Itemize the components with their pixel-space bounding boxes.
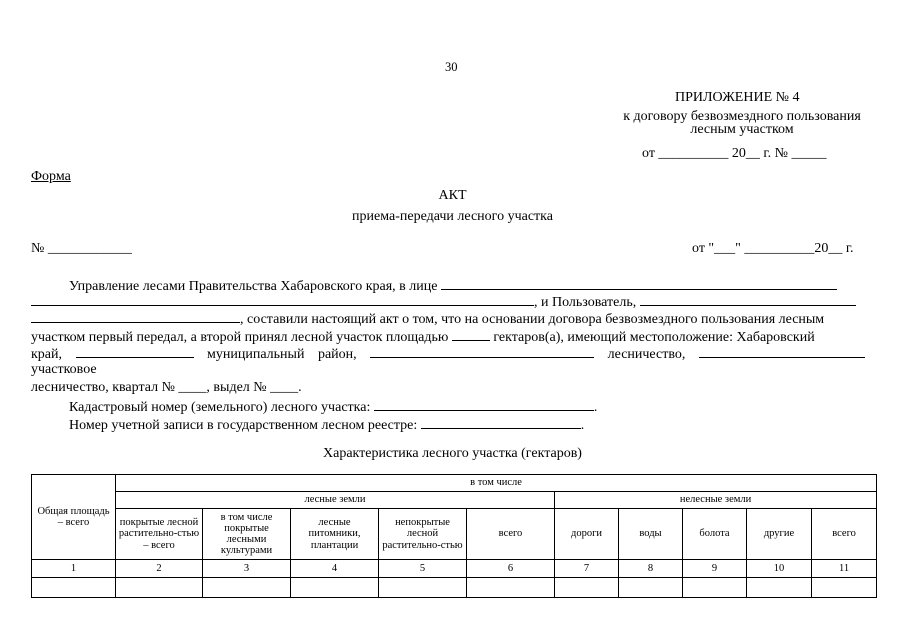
including-header: в том числе: [116, 475, 877, 492]
column-header: лесные питомники, плантации: [291, 509, 379, 560]
representative-field[interactable]: [441, 277, 837, 290]
forestry-field[interactable]: [370, 345, 594, 358]
body-text: Кадастровый номер (земельного) лесного участка:: [69, 400, 371, 415]
forma-label: Форма: [31, 169, 71, 184]
column-header: болота: [683, 509, 747, 560]
appendix-title: ПРИЛОЖЕНИЕ № 4: [675, 90, 800, 105]
body-text: Управление лесами Правительства Хабаровского края, в лице: [69, 279, 438, 294]
characteristics-table: [31, 474, 877, 598]
cadastral-number-field[interactable]: [374, 398, 594, 411]
registry-number-field[interactable]: [421, 416, 581, 429]
appendix-line-1: к договору безвозмездного пользования: [623, 109, 861, 124]
body-line-3: [31, 310, 824, 328]
column-header: покрытые лесной растительно-стью – всего: [116, 509, 203, 560]
column-number: 10: [747, 560, 812, 578]
table-row: [32, 578, 877, 598]
body-text: Номер учетной записи в государственном лесном реестре:: [69, 418, 418, 433]
registry-number-line: Номер учетной записи в государственном лесном реестре: .: [69, 418, 585, 433]
body-text: муниципальный: [207, 347, 305, 362]
appendix-line-2: лесным участком: [690, 122, 794, 137]
body-text: лесничество,: [607, 347, 686, 362]
column-number: 8: [619, 560, 683, 578]
body-text: гектаров(а), имеющий местоположение: Хабаровский: [493, 330, 815, 345]
user-field-cont[interactable]: [31, 310, 240, 323]
page-number: 30: [445, 60, 458, 74]
body-text: участком первый передал, а второй принял лесной участок площадью: [31, 330, 449, 345]
user-field[interactable]: [640, 293, 856, 306]
forest-lands-header: лесные земли: [116, 492, 555, 509]
total-area-header: Общая площадь – всего: [32, 475, 116, 560]
body-line-5: [31, 345, 865, 363]
column-number: 11: [812, 560, 877, 578]
region-field[interactable]: [76, 345, 194, 358]
column-number: 6: [467, 560, 555, 578]
act-title: АКТ: [438, 188, 467, 203]
table-cell[interactable]: [203, 578, 291, 598]
column-header: всего: [812, 509, 877, 560]
table-caption: Характеристика лесного участка (гектаров): [323, 446, 582, 461]
body-text: , составили настоящий акт о том, что на основании договора безвозмездного пользования лесным: [240, 312, 825, 327]
column-number: 9: [683, 560, 747, 578]
area-field[interactable]: [452, 328, 490, 341]
act-date-field[interactable]: от "___" __________20__ г.: [692, 241, 854, 256]
table-cell[interactable]: [32, 578, 116, 598]
appendix-date-line: от __________ 20__ г. № _____: [642, 146, 827, 161]
column-number: 3: [203, 560, 291, 578]
table-cell[interactable]: [291, 578, 379, 598]
column-number: 1: [32, 560, 116, 578]
nonforest-lands-header: нелесные земли: [555, 492, 877, 509]
body-text: , и Пользователь,: [534, 295, 637, 310]
column-header: воды: [619, 509, 683, 560]
table-cell[interactable]: [619, 578, 683, 598]
district-forestry-field[interactable]: [699, 345, 865, 358]
column-header: в том числе покрытые лесными культурами: [203, 509, 291, 560]
act-subtitle: приема-передачи лесного участка: [352, 209, 553, 224]
representative-field-cont[interactable]: [31, 293, 534, 306]
column-header: дороги: [555, 509, 619, 560]
table-cell[interactable]: [467, 578, 555, 598]
body-line-7: лесничество, квартал № ____, выдел № ____.: [31, 380, 302, 395]
act-number-field[interactable]: № ____________: [31, 241, 132, 256]
column-number: 2: [116, 560, 203, 578]
column-header: всего: [467, 509, 555, 560]
body-line-2: [31, 293, 856, 311]
column-number: 5: [379, 560, 467, 578]
table-cell[interactable]: [116, 578, 203, 598]
column-number: 7: [555, 560, 619, 578]
body-text: край,: [31, 347, 63, 362]
table-cell[interactable]: [747, 578, 812, 598]
column-header: другие: [747, 509, 812, 560]
body-line-6: участковое: [31, 362, 97, 377]
body-text: район,: [317, 347, 357, 362]
table-cell[interactable]: [683, 578, 747, 598]
cadastral-number-line: Кадастровый номер (земельного) лесного участка: .: [69, 400, 598, 415]
column-header: непокрытые лесной растительно-стью: [379, 509, 467, 560]
table-cell[interactable]: [812, 578, 877, 598]
table-cell[interactable]: [379, 578, 467, 598]
table-cell[interactable]: [555, 578, 619, 598]
column-number: 4: [291, 560, 379, 578]
body-line-4: [31, 328, 815, 346]
